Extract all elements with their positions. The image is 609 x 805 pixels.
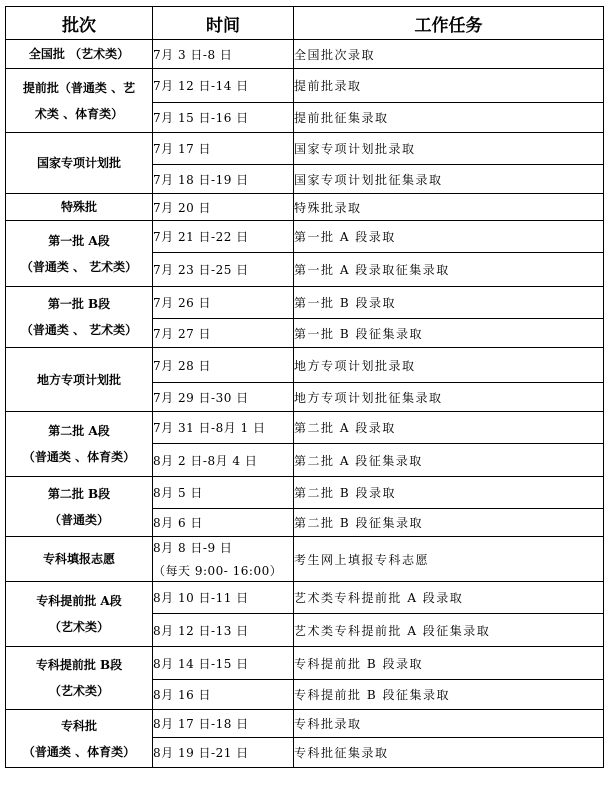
task-cell: 第一批 A 段录取征集录取 xyxy=(294,253,604,287)
batch-cell xyxy=(6,40,153,69)
time-cell xyxy=(153,647,294,680)
batch-label: （普通类 、 艺术类） xyxy=(20,259,138,274)
time-cell xyxy=(153,319,294,348)
time-cell xyxy=(153,444,294,477)
time-label: 8月 16 日 xyxy=(153,688,212,702)
time-cell xyxy=(153,165,294,194)
header-row xyxy=(6,7,604,40)
batch-cell xyxy=(6,647,153,710)
batch-cell xyxy=(6,194,153,221)
time-label: 7月 26 日 xyxy=(153,296,212,310)
batch-label: 全国批 （艺术类） xyxy=(28,47,130,61)
batch-label: （艺术类） xyxy=(48,620,109,634)
header-batch: 批次 xyxy=(6,7,153,40)
batch-label: （普通类 、 艺术类） xyxy=(20,323,138,337)
batch-cell xyxy=(6,133,153,194)
time-label: 7月 3 日-8 日 xyxy=(153,47,233,62)
task-cell: 第二批 A 段征集录取 xyxy=(294,444,604,477)
table-row xyxy=(6,647,604,680)
batch-label: （普通类） xyxy=(48,512,109,527)
time-cell xyxy=(153,40,294,69)
time-label: 7月 21 日-22 日 xyxy=(153,230,249,244)
time-cell xyxy=(153,614,294,647)
time-cell xyxy=(153,133,294,165)
batch-cell xyxy=(6,348,153,412)
time-label: 8月 19 日-21 日 xyxy=(153,746,249,760)
table-row xyxy=(6,710,604,738)
time-label: 7月 27 日 xyxy=(153,326,212,341)
time-note: （每天 9:00- 16:00） xyxy=(153,564,283,578)
time-cell xyxy=(153,348,294,383)
batch-cell xyxy=(6,69,153,133)
time-label: 8月 8 日-9 日 xyxy=(153,541,233,555)
batch-label: （艺术类） xyxy=(48,684,109,698)
batch-cell xyxy=(6,412,153,477)
batch-label: 术类 、体育类） xyxy=(34,106,124,121)
task-cell: 第二批 B 段征集录取 xyxy=(294,509,604,537)
time-cell xyxy=(153,287,294,319)
batch-cell xyxy=(6,537,153,582)
task-cell: 第一批 A 段录取 xyxy=(294,221,604,253)
task-cell: 艺术类专科提前批 A 段征集录取 xyxy=(294,614,604,647)
time-label: 7月 23 日-25 日 xyxy=(153,263,249,277)
task-cell: 专科批录取 xyxy=(294,710,604,738)
batch-label: 专科填报志愿 xyxy=(42,552,115,566)
batch-label: 特殊批 xyxy=(60,200,97,214)
table-row xyxy=(6,40,604,69)
time-label: 7月 12 日-14 日 xyxy=(153,79,249,93)
table-row xyxy=(6,582,604,614)
task-cell: 第一批 B 段征集录取 xyxy=(294,319,604,348)
task-cell: 地方专项计划批录取 xyxy=(294,348,604,383)
task-cell: 第二批 B 段录取 xyxy=(294,477,604,509)
header-task: 工作任务 xyxy=(294,7,604,40)
batch-label: 国家专项计划批 xyxy=(36,156,121,170)
time-cell xyxy=(153,738,294,768)
time-cell xyxy=(153,194,294,221)
time-label: 7月 17 日 xyxy=(153,142,212,156)
time-label: 8月 2 日-8月 4 日 xyxy=(153,453,258,468)
admission-schedule-table xyxy=(5,6,604,768)
batch-label: 第一批 A段 xyxy=(48,233,110,248)
table-row xyxy=(6,69,604,103)
task-cell: 全国批次录取 xyxy=(294,40,604,69)
table-row xyxy=(6,287,604,319)
time-label: 8月 5 日 xyxy=(153,486,203,500)
time-cell xyxy=(153,69,294,103)
task-cell: 专科提前批 B 段录取 xyxy=(294,647,604,680)
batch-label: 专科批 xyxy=(60,718,97,733)
table-row xyxy=(6,194,604,221)
task-cell: 专科批征集录取 xyxy=(294,738,604,768)
batch-cell xyxy=(6,582,153,647)
time-cell xyxy=(153,710,294,738)
time-cell xyxy=(153,680,294,710)
time-cell xyxy=(153,383,294,412)
task-cell: 国家专项计划批征集录取 xyxy=(294,165,604,194)
table-row xyxy=(6,221,604,253)
time-cell xyxy=(153,537,294,582)
time-label: 7月 29 日-30 日 xyxy=(153,390,249,405)
task-cell: 特殊批录取 xyxy=(294,194,604,221)
table-row xyxy=(6,348,604,383)
batch-label: 专科提前批 B段 xyxy=(35,658,123,672)
batch-label: 提前批（普通类 、艺 xyxy=(22,80,136,95)
header-time: 时间 xyxy=(153,7,294,40)
batch-label: （普通类 、体育类） xyxy=(22,744,136,759)
batch-cell xyxy=(6,221,153,287)
time-cell xyxy=(153,253,294,287)
time-label: 8月 12 日-13 日 xyxy=(153,623,249,638)
table-row xyxy=(6,477,604,509)
table-row xyxy=(6,537,604,582)
time-label: 7月 18 日-19 日 xyxy=(153,172,249,187)
batch-label: 第二批 B段 xyxy=(47,486,111,501)
time-label: 7月 20 日 xyxy=(153,200,212,215)
table-row xyxy=(6,412,604,444)
task-cell: 艺术类专科提前批 A 段录取 xyxy=(294,582,604,614)
task-cell: 考生网上填报专科志愿 xyxy=(294,537,604,582)
batch-label: 地方专项计划批 xyxy=(36,372,121,387)
time-cell xyxy=(153,103,294,133)
task-cell: 第一批 B 段录取 xyxy=(294,287,604,319)
batch-cell xyxy=(6,477,153,537)
table-row xyxy=(6,133,604,165)
batch-label: 第一批 B段 xyxy=(47,297,111,311)
time-label: 8月 14 日-15 日 xyxy=(153,656,249,671)
time-label: 8月 17 日-18 日 xyxy=(153,717,249,731)
time-label: 8月 10 日-11 日 xyxy=(153,591,249,605)
task-cell: 专科提前批 B 段征集录取 xyxy=(294,680,604,710)
time-label: 7月 15 日-16 日 xyxy=(153,111,249,125)
batch-cell xyxy=(6,287,153,348)
time-cell xyxy=(153,477,294,509)
batch-label: 第二批 A段 xyxy=(48,424,110,438)
time-cell xyxy=(153,582,294,614)
time-label: 7月 31 日-8月 1 日 xyxy=(153,421,266,435)
batch-cell xyxy=(6,710,153,768)
task-cell: 提前批征集录取 xyxy=(294,103,604,133)
time-cell xyxy=(153,509,294,537)
time-label: 7月 28 日 xyxy=(153,358,212,373)
time-cell xyxy=(153,412,294,444)
task-cell: 地方专项计划批征集录取 xyxy=(294,383,604,412)
task-cell: 提前批录取 xyxy=(294,69,604,103)
time-cell xyxy=(153,221,294,253)
batch-label: 专科提前批 A段 xyxy=(36,594,122,608)
task-cell: 国家专项计划批录取 xyxy=(294,133,604,165)
batch-label: （普通类 、体育类） xyxy=(22,450,136,464)
task-cell: 第二批 A 段录取 xyxy=(294,412,604,444)
time-label: 8月 6 日 xyxy=(153,516,203,530)
